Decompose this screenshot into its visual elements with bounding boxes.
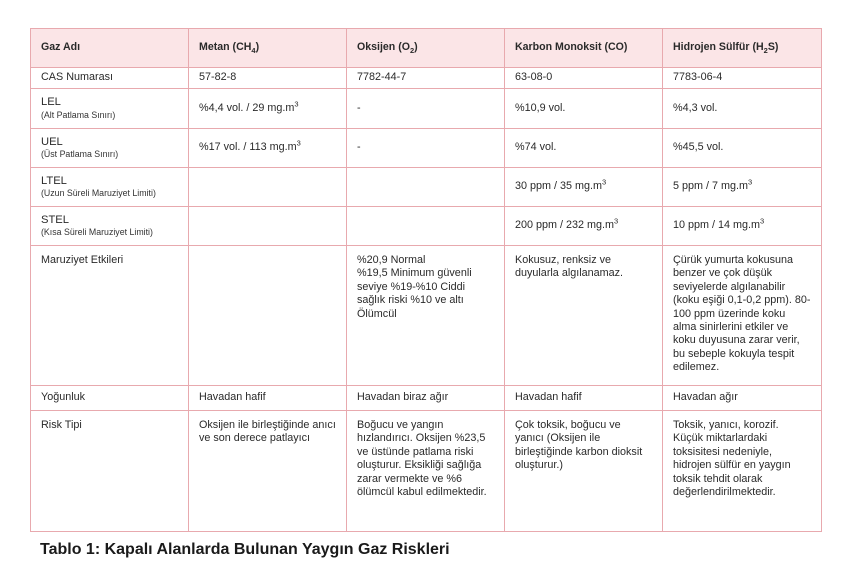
cell-h2s: Havadan ağır — [663, 386, 822, 411]
gas-risk-table — [30, 28, 822, 532]
cell-oksijen: Boğucu ve yangın hızlandırıcı. Oksijen %23,5 ve üstünde patlama riski oluşturur. Eksikliği sağlığa zarar vermekte ve %6 ölümcül kabul edilmektedir. — [347, 411, 505, 532]
row-label: LEL (Alt Patlama Sınırı) — [31, 89, 189, 129]
cell-h2s: 5 ppm / 7 $mg.m^3$ — [663, 168, 822, 207]
cell-co: Havadan hafif — [505, 386, 663, 411]
cell-h2s: Toksik, yanıcı, korozif. Küçük miktarlardaki toksisitesi nedeniyle, hidrojen sülfür en yaygın toksik tehdit olarak değerlendirilmektedir. — [663, 411, 822, 532]
row-cas — [31, 68, 822, 89]
cell-metan: Havadan hafif — [189, 386, 347, 411]
cell-metan: Oksijen ile birleştiğinde anıcı ve son derece patlayıcı — [189, 411, 347, 532]
cell-metan: %17 vol. / 113 $mg.m^3$ — [189, 129, 347, 168]
header-oksijen: Oksijen $(O_2)$ — [347, 29, 505, 68]
cell-co: Kokusuz, renksiz ve duyularla algılanamaz. — [505, 246, 663, 386]
cell-co: 200 ppm / 232 $mg.m^3$ — [505, 207, 663, 246]
cell-metan — [189, 168, 347, 207]
row-label: LTEL (Uzun Süreli Maruziyet Limiti) — [31, 168, 189, 207]
header-hidrojen-sulfur: Hidrojen Sülfür $(H_2S)$ — [663, 29, 822, 68]
row-maruziyet — [31, 246, 822, 386]
cell-metan: 57-82-8 — [189, 68, 347, 89]
cell-oksijen: - — [347, 89, 505, 129]
row-label: UEL (Üst Patlama Sınırı) — [31, 129, 189, 168]
header-row — [31, 29, 822, 68]
row-stel — [31, 207, 822, 246]
cell-oksijen — [347, 207, 505, 246]
cell-oksijen — [347, 168, 505, 207]
row-yogunluk — [31, 386, 822, 411]
cell-co: Çok toksik, boğucu ve yanıcı (Oksijen ile birleştiğinde karbon dioksit oluşturur.) — [505, 411, 663, 532]
cell-h2s: %45,5 vol. — [663, 129, 822, 168]
row-ltel — [31, 168, 822, 207]
cell-metan — [189, 246, 347, 386]
row-label: STEL (Kısa Süreli Maruziyet Limiti) — [31, 207, 189, 246]
cell-oksijen: Havadan biraz ağır — [347, 386, 505, 411]
table-caption: Tablo 1: Kapalı Alanlarda Bulunan Yaygın Gaz Riskleri — [40, 541, 450, 558]
cell-metan — [189, 207, 347, 246]
cell-co: %74 vol. — [505, 129, 663, 168]
header-gas-name: Gaz Adı — [31, 29, 189, 68]
row-risk — [31, 411, 822, 532]
cell-h2s: %4,3 vol. — [663, 89, 822, 129]
cell-co: %10,9 vol. — [505, 89, 663, 129]
row-label: CAS Numarası — [31, 68, 189, 89]
cell-co: 63-08-0 — [505, 68, 663, 89]
cell-h2s: 7783-06-4 — [663, 68, 822, 89]
cell-oksijen: 7782-44-7 — [347, 68, 505, 89]
header-metan: Metan $(CH_4)$ — [189, 29, 347, 68]
cell-co: 30 ppm / 35 $mg.m^3$ — [505, 168, 663, 207]
row-lel — [31, 89, 822, 129]
cell-metan: %4,4 vol. / 29 $mg.m^3$ — [189, 89, 347, 129]
row-uel — [31, 129, 822, 168]
cell-oksijen: %20,9 Normal %19,5 Minimum güvenli seviye %19-%10 Ciddi sağlık riski %10 ve altı Ölümcül — [347, 246, 505, 386]
cell-h2s: 10 ppm / 14 $mg.m^3$ — [663, 207, 822, 246]
row-label: Maruziyet Etkileri — [31, 246, 189, 386]
row-label: Yoğunluk — [31, 386, 189, 411]
row-label: Risk Tipi — [31, 411, 189, 532]
cell-oksijen: - — [347, 129, 505, 168]
header-karbon-monoksit: Karbon Monoksit (CO) — [505, 29, 663, 68]
cell-h2s: Çürük yumurta kokusuna benzer ve çok düşük seviyelerde algılanabilir (koku eşiği 0,1-0,2 ppm). 80-100 ppm üzerinde koku alma sinirlerini etkiler ve koku duyusuna zarar verir, bu sebeple kokuyla tespit edilemez. — [663, 246, 822, 386]
